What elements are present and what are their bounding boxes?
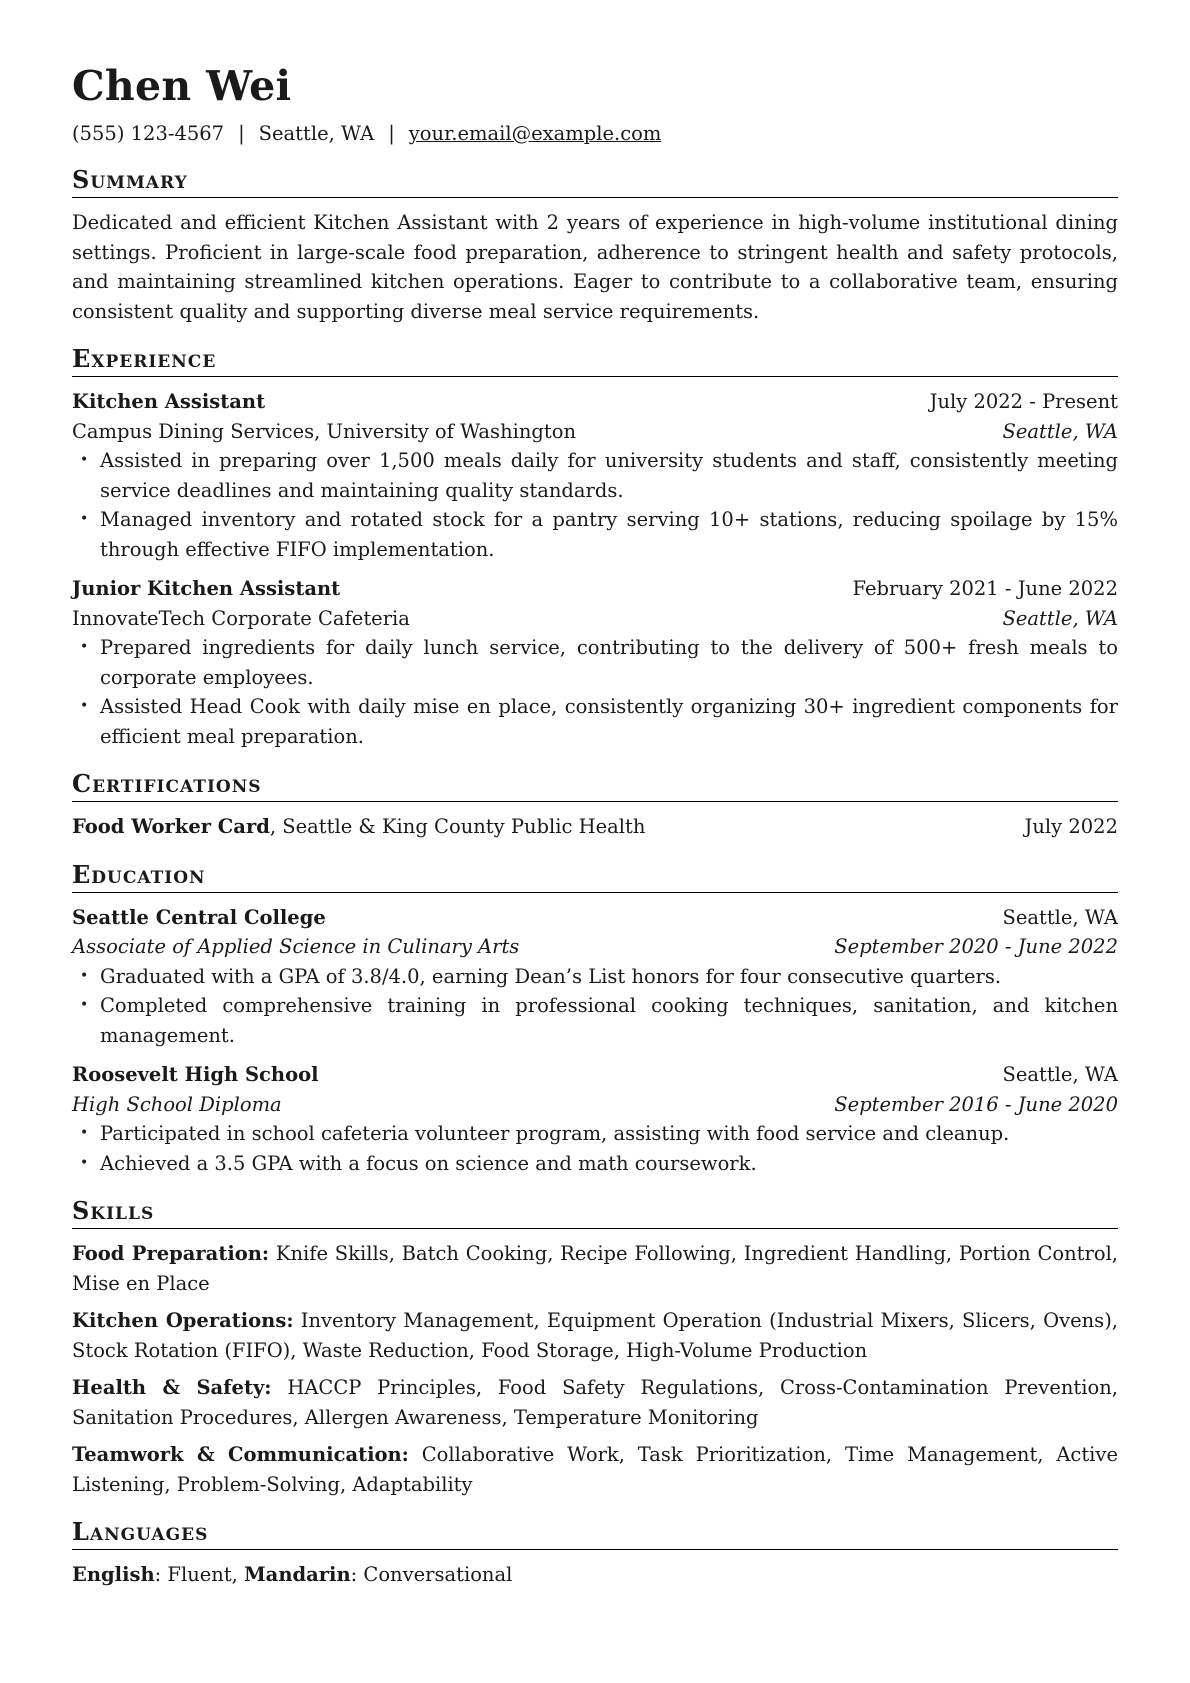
bullet-text: Achieved a 3.5 GPA with a focus on science and math coursework. [100,1151,757,1175]
bullet-text: Assisted Head Cook with daily mise en place, consistently organizing 30+ ingredient components for efficient meal preparation. [100,695,1118,748]
job-title: Kitchen Assistant [72,390,266,413]
list-item [72,633,1118,692]
skill-text: Knife Skills, Batch Cooking, Recipe Following, Ingredient Handling, Portion Control, Mise en Place [72,1242,1119,1295]
summary-text: Dedicated and efficient Kitchen Assistant with 2 years of experience in high-volume institutional dining settings. Proficient in large-scale food preparation, adherence to stringent health and safety protocols, and maintaining streamlined kitchen operations. Eager to contribute to a collaborative team, ensuring consistent quality and supporting diverse meal service requirements. [72,211,1118,323]
section-title-summary: Summary [72,165,1118,198]
bullet-text: Completed comprehensive training in professional cooking techniques, sanitation, and kitchen management. [100,994,1118,1047]
language-level: : Conversational [350,1563,513,1586]
education-entry [72,1060,1118,1178]
list-item [72,962,1118,992]
separator: | [238,122,245,145]
bullet-text: Assisted in preparing over 1,500 meals daily for university students and staff, consistently meeting service deadlines and maintaining quality standards. [100,449,1118,502]
bullet-text: Participated in school cafeteria volunteer program, assisting with food service and cleanup. [100,1122,1010,1145]
languages-line [72,1560,1118,1590]
list-item [72,505,1118,564]
candidate-name: Chen Wei [72,62,292,110]
skill-group [72,1373,1118,1432]
bullet-text: Graduated with a GPA of 3.8/4.0, earning Dean’s List honors for four consecutive quarters. [100,964,1002,988]
skill-label: Health & Safety: [72,1376,272,1399]
section-title-education: Education [72,860,1118,893]
skill-text: Inventory Management, Equipment Operation (Industrial Mixers, Slicers, Ovens), Stock Rotation (FIFO), Waste Reduction, Food Storage, High-Volume Production [72,1309,1118,1362]
language-name: English [72,1563,155,1586]
location: Seattle, WA [258,122,375,145]
job-dates: February 2021 - June 2022 [852,577,1118,600]
certification-name: Food Worker Card [72,815,270,838]
list-item [72,1149,1118,1179]
certification-issuer: , Seattle & King County Public Health [269,815,646,838]
skill-label: Kitchen Operations: [72,1309,294,1332]
list-item [72,692,1118,751]
section-title-certifications: Certifications [72,769,1118,802]
bullet-icon: • [80,997,89,1013]
school-name: Roosevelt High School [72,1063,319,1086]
skill-label: Teamwork & Communication: [72,1443,409,1466]
bullet-list [72,633,1118,751]
job-location: Seattle, WA [1002,606,1118,630]
bullet-icon: • [80,639,89,655]
language-level: : Fluent, [154,1563,245,1586]
section-title-experience: Experience [72,344,1118,377]
language-name: Mandarin [244,1563,351,1586]
bullet-icon: • [80,452,89,468]
employer: Campus Dining Services, University of Washington [72,419,577,443]
school-name: Seattle Central College [72,905,326,929]
job-title: Junior Kitchen Assistant [72,577,341,600]
experience-entry [72,574,1118,751]
skill-group [72,1306,1118,1365]
bullet-icon: • [80,511,89,527]
bullet-icon: • [80,1125,89,1141]
bullet-icon: • [80,1154,89,1171]
list-item [72,446,1118,505]
skill-text: Collaborative Work, Task Prioritization, Time Management, Active Listening, Problem-Solving, Adaptability [72,1443,1118,1496]
education-dates: September 2020 - June 2022 [834,935,1118,958]
bullet-icon: • [80,967,89,984]
degree: Associate of Applied Science in Culinary Arts [72,935,520,958]
phone: (555) 123-4567 [72,122,225,145]
education-entry [72,903,1118,1051]
skill-group [72,1239,1118,1298]
experience-entry [72,387,1118,564]
skill-label: Food Preparation: [72,1242,270,1265]
certification-entry [72,812,1118,842]
degree: High School Diploma [72,1092,282,1116]
separator: | [388,122,395,145]
employer: InnovateTech Corporate Cafeteria [72,606,410,630]
section-title-skills: Skills [72,1196,1118,1229]
list-item [72,991,1118,1050]
bullet-icon: • [80,698,89,714]
education-dates: September 2016 - June 2020 [834,1092,1118,1116]
email-link[interactable]: your.email@example.com [408,122,662,145]
job-location: Seattle, WA [1002,419,1118,443]
section-title-languages: Languages [72,1517,1118,1550]
certification-date: July 2022 [1024,815,1118,838]
job-dates: July 2022 - Present [929,390,1118,413]
bullet-list [72,1119,1118,1178]
bullet-list [72,446,1118,564]
contact-line [72,121,1118,147]
skill-text: HACCP Principles, Food Safety Regulations, Cross-Contamination Prevention, Sanitation Procedures, Allergen Awareness, Temperature Monitoring [72,1376,1118,1429]
school-location: Seattle, WA [1002,1063,1118,1086]
bullet-text: Managed inventory and rotated stock for a pantry serving 10+ stations, reducing spoilage by 15% through effective FIFO implementation. [100,508,1118,561]
bullet-list [72,962,1118,1051]
list-item [72,1119,1118,1149]
school-location: Seattle, WA [1002,905,1118,929]
bullet-text: Prepared ingredients for daily lunch service, contributing to the delivery of 500+ fresh meals to corporate employees. [100,636,1118,689]
skill-group [72,1440,1118,1499]
